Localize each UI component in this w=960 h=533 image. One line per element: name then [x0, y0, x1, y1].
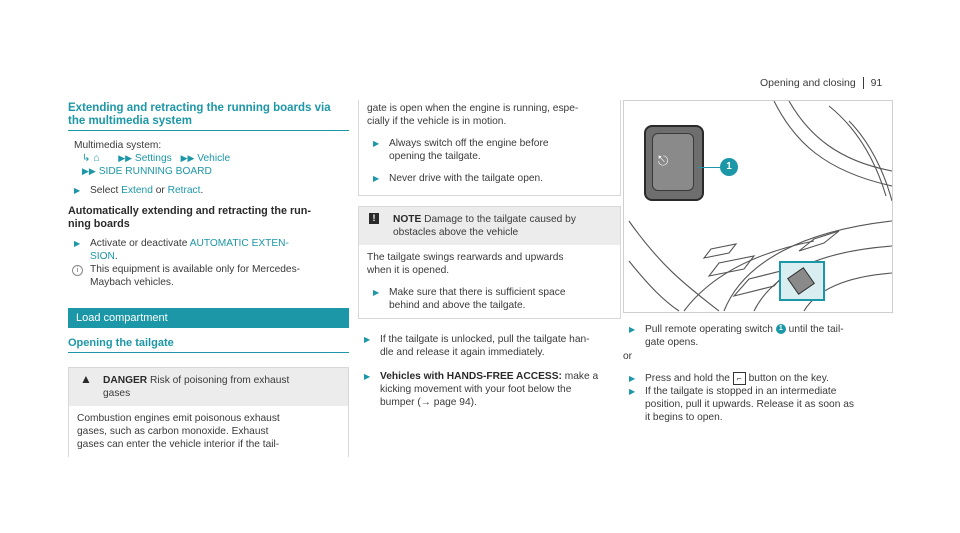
- arrow-triangle-icon: ▶: [373, 174, 380, 183]
- path-settings: Settings: [134, 153, 172, 164]
- select-suffix: .: [200, 185, 204, 196]
- danger-continued-text: [359, 100, 620, 195]
- load-compartment-bar: [68, 308, 349, 328]
- danger-box-continued: [358, 100, 621, 196]
- auto-heading: [68, 205, 349, 231]
- home-icon: ⌂: [93, 153, 100, 164]
- note-box: [358, 206, 621, 319]
- danger-body-line: gases can enter the vehicle interior if the tail-: [77, 439, 280, 450]
- step-line: kicking movement with your foot below the: [380, 384, 572, 395]
- return-arrow-icon: ↳: [82, 153, 91, 164]
- exclamation-icon: !: [369, 213, 379, 224]
- tailgate-symbol-icon: ⎋: [658, 153, 669, 168]
- arrow-triangle-icon: ▶: [74, 186, 81, 195]
- arrow-triangle-icon: ▶: [373, 139, 380, 148]
- bullet-line: opening the tailgate.: [389, 151, 481, 162]
- option-extend: Extend: [121, 185, 153, 196]
- door-switch-illustration: [623, 100, 893, 313]
- path-arrow-icon: ▶▶: [118, 153, 133, 163]
- path-arrow-icon: ▶▶: [180, 153, 195, 163]
- activate-step: [68, 237, 349, 263]
- danger-bullet: [367, 172, 612, 185]
- load-compartment-title: Load compartment: [76, 312, 168, 324]
- info-icon: i: [72, 265, 83, 276]
- header-divider: [863, 77, 864, 89]
- danger-bullet: [367, 137, 612, 163]
- path-vehicle: Vehicle: [197, 153, 231, 164]
- column-3-text: [623, 323, 891, 424]
- column-2: [358, 100, 621, 409]
- note-title: Damage to the tailgate caused by: [424, 214, 576, 225]
- note-label: NOTE: [393, 214, 422, 225]
- danger-body: [69, 406, 348, 457]
- arrow-triangle-icon: ▶: [629, 387, 636, 397]
- opening-heading: [68, 337, 349, 350]
- column-1: [68, 102, 349, 457]
- option-automatic-extension-cont: SION: [90, 251, 115, 262]
- step-line: it begins to open.: [645, 412, 723, 424]
- callout-number: [720, 158, 738, 176]
- warning-triangle-icon: ▲: [80, 372, 92, 386]
- highlight-box: [779, 261, 825, 301]
- callout-line: [698, 167, 720, 168]
- heading-line: the multimedia system: [68, 115, 192, 127]
- select-step: [68, 184, 349, 197]
- step-intermediate: [623, 385, 891, 424]
- menu-path: [68, 139, 349, 178]
- danger-box: [68, 367, 349, 457]
- page-reference: bumper (→ page 94).: [380, 397, 477, 408]
- note-body-line: when it is opened.: [367, 265, 450, 276]
- auto-heading-line: Automatically extending and retracting the run-: [68, 205, 311, 217]
- note-body: [359, 245, 620, 318]
- step-line: position, pull it upwards. Release it as soon as: [645, 399, 854, 411]
- step-hands-free: [358, 370, 621, 409]
- arrow-triangle-icon: ▶: [74, 239, 81, 248]
- section-title: Opening and closing: [760, 77, 856, 89]
- step-text: make a: [564, 371, 599, 382]
- callout-number: 1: [776, 324, 786, 334]
- multimedia-label: Multimedia system:: [74, 140, 162, 151]
- bullet-line: behind and above the tailgate.: [389, 300, 526, 311]
- bullet-line: Always switch off the engine before: [389, 138, 549, 149]
- step-line: If the tailgate is stopped in an intermediate: [645, 386, 837, 398]
- section-heading: [68, 102, 349, 128]
- danger-title: Risk of poisoning from exhaust: [150, 375, 290, 386]
- tailgate-key-icon: ⌐: [733, 372, 746, 385]
- info-line: This equipment is available only for Mercedes-: [90, 264, 301, 275]
- page-number: 91: [870, 77, 883, 89]
- arrow-triangle-icon: ▶: [629, 374, 636, 383]
- info-line: Maybach vehicles.: [90, 277, 174, 288]
- opening-heading-text: Opening the tailgate: [68, 337, 174, 349]
- danger-header: [69, 368, 348, 406]
- heading-rule: [68, 352, 349, 353]
- note-body-line: The tailgate swings rearwards and upwards: [367, 252, 564, 263]
- step-text: button on the key.: [748, 373, 829, 385]
- danger-body-line: gases, such as carbon monoxide. Exhaust: [77, 426, 269, 437]
- info-note: [68, 263, 349, 289]
- note-bullet: [367, 286, 612, 312]
- activate-suffix: .: [114, 251, 118, 262]
- arrow-triangle-icon: ▶: [364, 335, 371, 344]
- callout-number-text: 1: [726, 161, 732, 172]
- auto-heading-line: ning boards: [68, 218, 130, 230]
- step-text: until the tail-: [788, 324, 844, 335]
- arrow-triangle-icon: ▶: [629, 325, 636, 334]
- tailgate-switch: [644, 125, 704, 201]
- arrow-triangle-icon: ▶: [364, 372, 371, 381]
- step-line: dle and release it again immediately.: [380, 347, 545, 358]
- page-header: [760, 77, 882, 90]
- switch-location-marker: [787, 267, 815, 295]
- step-text: Press and hold the: [645, 373, 730, 385]
- hands-free-label: Vehicles with HANDS-FREE ACCESS:: [380, 371, 562, 382]
- danger-title-line: gases: [103, 388, 131, 399]
- note-header: [359, 207, 620, 245]
- activate-prefix: Activate or deactivate: [90, 238, 188, 249]
- step-pull-switch: [623, 323, 891, 349]
- arrow-triangle-icon: ▶: [373, 288, 380, 297]
- bullet-line: Make sure that there is sufficient space: [389, 287, 566, 298]
- note-title-line: obstacles above the vehicle: [393, 227, 519, 238]
- select-prefix: Select: [90, 185, 119, 196]
- step-line: gate opens.: [645, 337, 699, 348]
- danger-label: DANGER: [103, 375, 148, 386]
- step-press-key: [623, 372, 891, 385]
- option-retract: Retract: [167, 185, 201, 196]
- danger-cont-line: cially if the vehicle is in motion.: [367, 116, 507, 127]
- step-text: Pull remote operating switch: [645, 324, 773, 335]
- path-side-running-board: SIDE RUNNING BOARD: [98, 166, 212, 177]
- danger-cont-line: gate is open when the engine is running, espe-: [367, 103, 579, 114]
- path-arrow-icon: ▶▶: [82, 166, 96, 176]
- step-line: If the tailgate is unlocked, pull the tailgate han-: [380, 334, 590, 345]
- heading-rule: [68, 130, 349, 131]
- bullet-line: Never drive with the tailgate open.: [389, 173, 544, 184]
- option-automatic-extension: AUTOMATIC EXTEN-: [189, 238, 289, 249]
- step-unlocked: [358, 333, 621, 359]
- danger-body-line: Combustion engines emit poisonous exhaust: [77, 413, 280, 424]
- heading-line: Extending and retracting the running boards via: [68, 102, 331, 114]
- or-text: or: [623, 351, 633, 362]
- select-or: or: [155, 185, 165, 196]
